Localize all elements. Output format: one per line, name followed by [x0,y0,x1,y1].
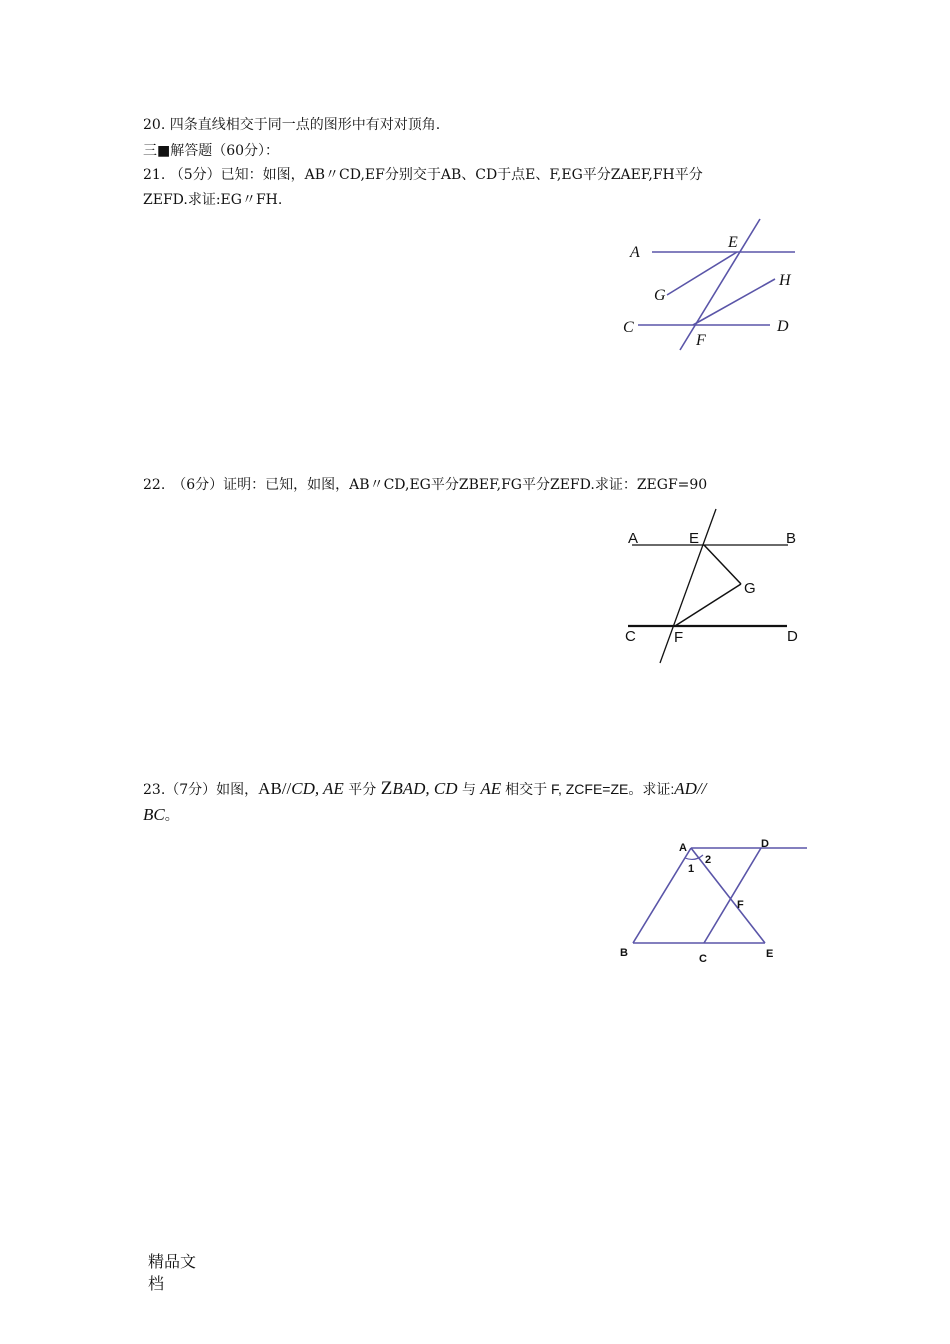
figure-21 [620,215,810,355]
label-c: C [623,319,634,336]
q23-line2-suffix: 。 [164,808,179,824]
question-21-line2: ZEFD.求证:EG〃FH. [143,192,283,208]
q23-line2: BC [143,805,165,824]
label-h: H [779,272,791,289]
line-ef [680,219,760,350]
label-e: E [689,530,700,547]
section-heading: 三■解答题（60分）： [143,143,280,159]
label-c: C [625,628,636,645]
label-g: G [654,287,666,304]
label-b: B [620,947,628,959]
label-a: A [679,842,687,854]
q23-part7: AE [480,779,502,798]
label-a: A [630,244,640,261]
question-22: 22. （6分）证明：已知，如图，AB〃CD,EG平分ZBEF,FG平分ZEFD.求证：ZEGF=90 [143,477,708,493]
label-c: C [699,953,707,965]
q23-part4: Z [380,778,393,799]
q23-part2: CD, AE [291,779,344,798]
question-20: 20. 四条直线相交于同一点的图形中有对对顶角. [143,117,441,133]
label-a: A [628,530,639,547]
question-23-line1 [143,779,706,800]
label-f: F [674,629,684,646]
figure-23 [615,835,815,970]
footer-line1: 精品文 [148,1252,197,1271]
label-b: B [786,530,797,547]
label-2: 2 [705,854,712,866]
q23-part8: 相交于 F, ZCFE=ZE。求证: [501,781,675,797]
segment-dc [704,848,761,943]
segment-ae [691,848,765,943]
question-23-line2 [143,805,179,826]
q23-part6: 与 [457,782,481,798]
label-e: E [766,948,774,960]
q23-part5: BAD, CD [392,779,458,798]
figure-22 [620,505,810,670]
label-f: F [737,899,744,911]
segment-gf [675,584,741,626]
q23-part9: AD// [674,779,707,798]
label-g: G [744,580,756,597]
q23-part3: 平分 [343,782,381,798]
label-1: 1 [688,863,695,875]
segment-ab [633,848,691,943]
label-d: D [787,628,798,645]
label-d: D [761,838,769,850]
ray-fh [693,279,775,325]
question-21-line1: 21. （5分）已知：如图，AB〃CD,EF分别交于AB、CD于点E、F,EG平分ZAEF,FH平分 [143,167,703,183]
q23-part1: AB// [258,779,292,798]
line-ef [660,509,716,663]
footer-line2: 档 [148,1274,165,1293]
label-d: D [777,318,789,335]
segment-eg [704,545,741,584]
label-f: F [696,332,706,349]
label-e: E [728,234,738,251]
q23-prefix: 23.（7分）如图， [143,782,259,798]
